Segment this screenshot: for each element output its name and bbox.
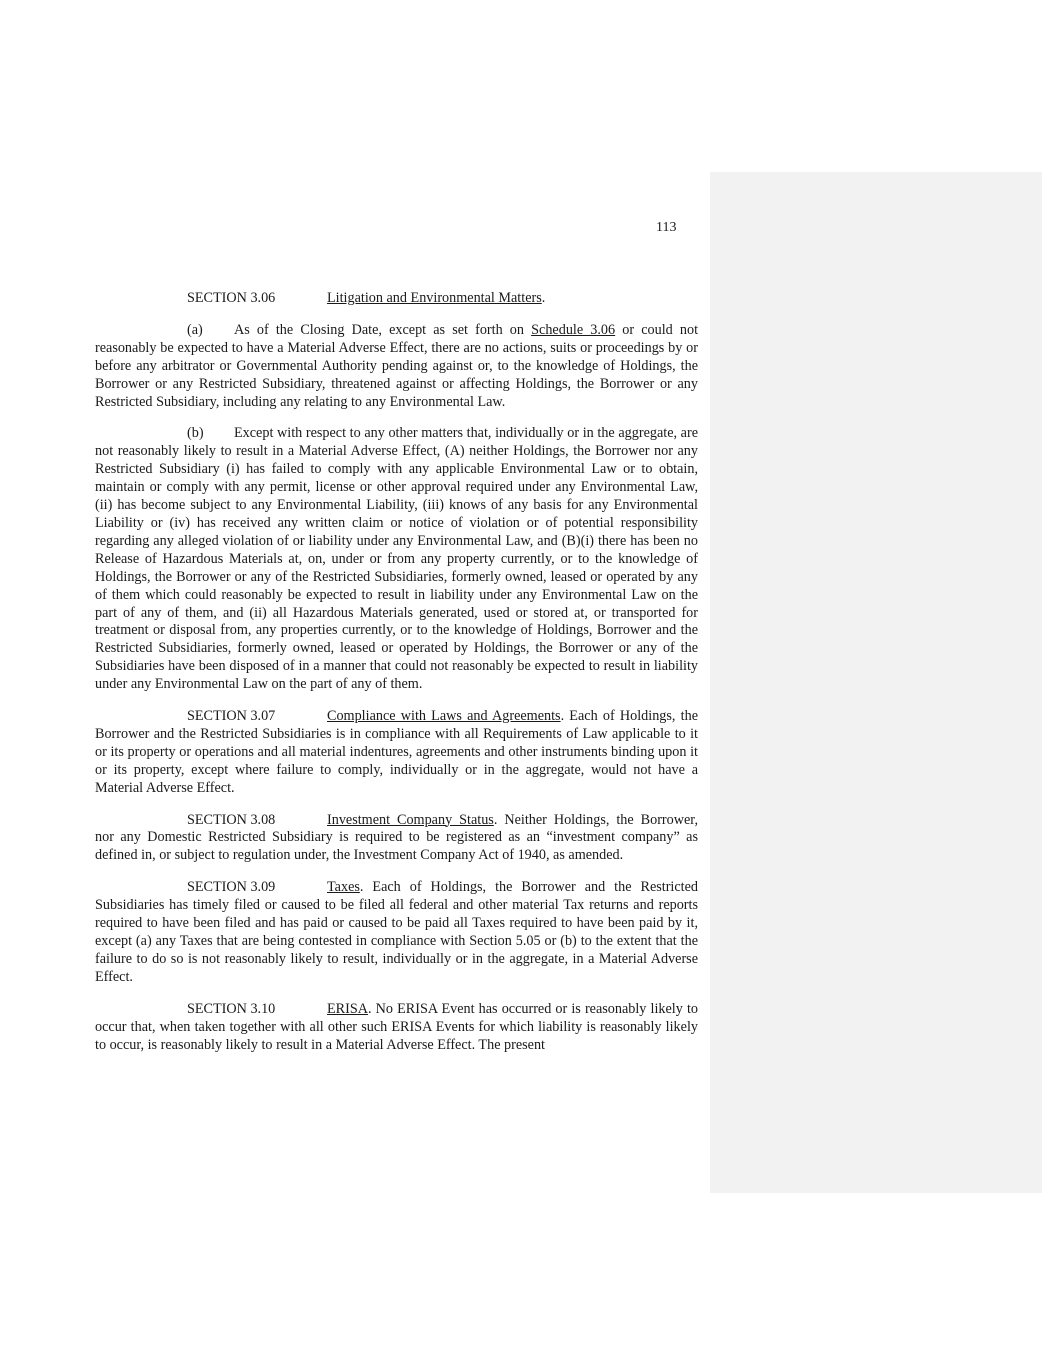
section-3-06-para-b — [95, 425, 698, 694]
section-number: SECTION 3.08 — [187, 811, 276, 828]
section-title: ERISA — [327, 1000, 368, 1017]
section-title-period: . — [541, 290, 546, 306]
paragraph-text: Except with respect to any other matters that, individually or in the aggregate, are not reasonably likely to result in a Material Adverse Effect, (A) neither Holdings, the Borrower nor any Restricted Subsidiary (i) has failed to comply with any applicable Environmental Law or to obtain, maintain or comply with any permit, license or other approval required under any Environmental Law, (ii) has become subject to any Environmental Liability, (iii) knows of any basis for any Environmental Liability or (iv) has received any written claim or notice of violation or of potential responsibility regarding any alleged violation of or liability under any Environmental Law, and (B)(i) there has been no Release of Hazardous Materials at, on, under or from any property currently, or to the knowledge of Holdings, the Borrower or any of the Restricted Subsidiaries, formerly owned, leased or operated by any of them which could reasonably be expected to result in liability under any Environmental Law on the part of any of them, and (ii) all Hazardous Materials generated, used or stored at, or transported for treatment or disposal from, any properties currently, or to the knowledge of Holdings, Borrower and the Restricted Subsidiaries, formerly owned, leased or operated by Holdings, the Borrower or any of the Subsidiaries have been disposed of in a manner that could not reasonably be expected to result in liability under any Environmental Law on the part of any of them. — [95, 425, 698, 693]
section-number: SECTION 3.09 — [187, 879, 276, 896]
section-title: Litigation and Environmental Matters — [327, 290, 542, 306]
section-3-06-heading — [95, 290, 698, 308]
section-text: . No ERISA Event has occurred or is reasonably likely to occur that, when taken together with all other such ERISA Events for which liability is reasonably likely to occur, is reasonably likely to result in a Material Adverse Effect. The present — [95, 1000, 698, 1053]
section-number: SECTION 3.06 — [187, 290, 276, 306]
section-3-10 — [95, 1001, 698, 1055]
paragraph-text: As of the Closing Date, except as set forth on — [234, 321, 532, 338]
paragraph-label: (a) — [187, 321, 203, 338]
page-body — [95, 290, 698, 1054]
section-title: Investment Company Status — [327, 811, 494, 828]
section-text: . Each of Holdings, the Borrower and the Restricted Subsidiaries is in compliance with all Requirements of Law applicable to it or its property or operations and all material indentures, agreements and other instruments binding upon it or its property, except where failure to comply, individually or in the aggregate, would not have a Material Adverse Effect. — [95, 708, 698, 796]
schedule-reference: Schedule 3.06 — [531, 321, 616, 338]
section-text: . Neither Holdings, the Borrower, nor any Domestic Restricted Subsidiary is required to be registered as an “investment company” as defined in, or subject to regulation under, the Investment Company Act of 1940, as amended. — [95, 811, 699, 864]
section-3-06-para-a — [95, 322, 698, 412]
section-3-07 — [95, 708, 698, 798]
section-title: Compliance with Laws and Agreements — [327, 708, 561, 725]
section-number: SECTION 3.07 — [187, 708, 276, 725]
section-3-08 — [95, 812, 698, 866]
section-number: SECTION 3.10 — [187, 1000, 276, 1017]
section-text: . Each of Holdings, the Borrower and the Restricted Subsidiaries has timely filed or caused to be filed all federal and other material Tax returns and reports required to have been filed and has paid or caused to be paid all Taxes required to have been paid by it, except (a) any Taxes that are being contested in compliance with Section 5.05 or (b) to the extent that the failure to do so is not reasonably likely to result, individually or in the aggregate, in a Material Adverse Effect. — [95, 879, 698, 985]
comment-pane — [710, 172, 1042, 1193]
paragraph-text: or could not reasonably be expected to have a Material Adverse Effect, there are no actions, suits or proceedings by or before any arbitrator or Governmental Authority pending against or, to the knowledge of Holdings, the Borrower or any Restricted Subsidiary, threatened against or affecting Holdings, the Borrower or any Restricted Subsidiary, including any relating to any Environmental Law. — [95, 321, 699, 410]
page-number: 113 — [656, 220, 677, 235]
section-title: Taxes — [327, 879, 360, 896]
paragraph-label: (b) — [187, 425, 204, 442]
section-3-09 — [95, 879, 698, 986]
